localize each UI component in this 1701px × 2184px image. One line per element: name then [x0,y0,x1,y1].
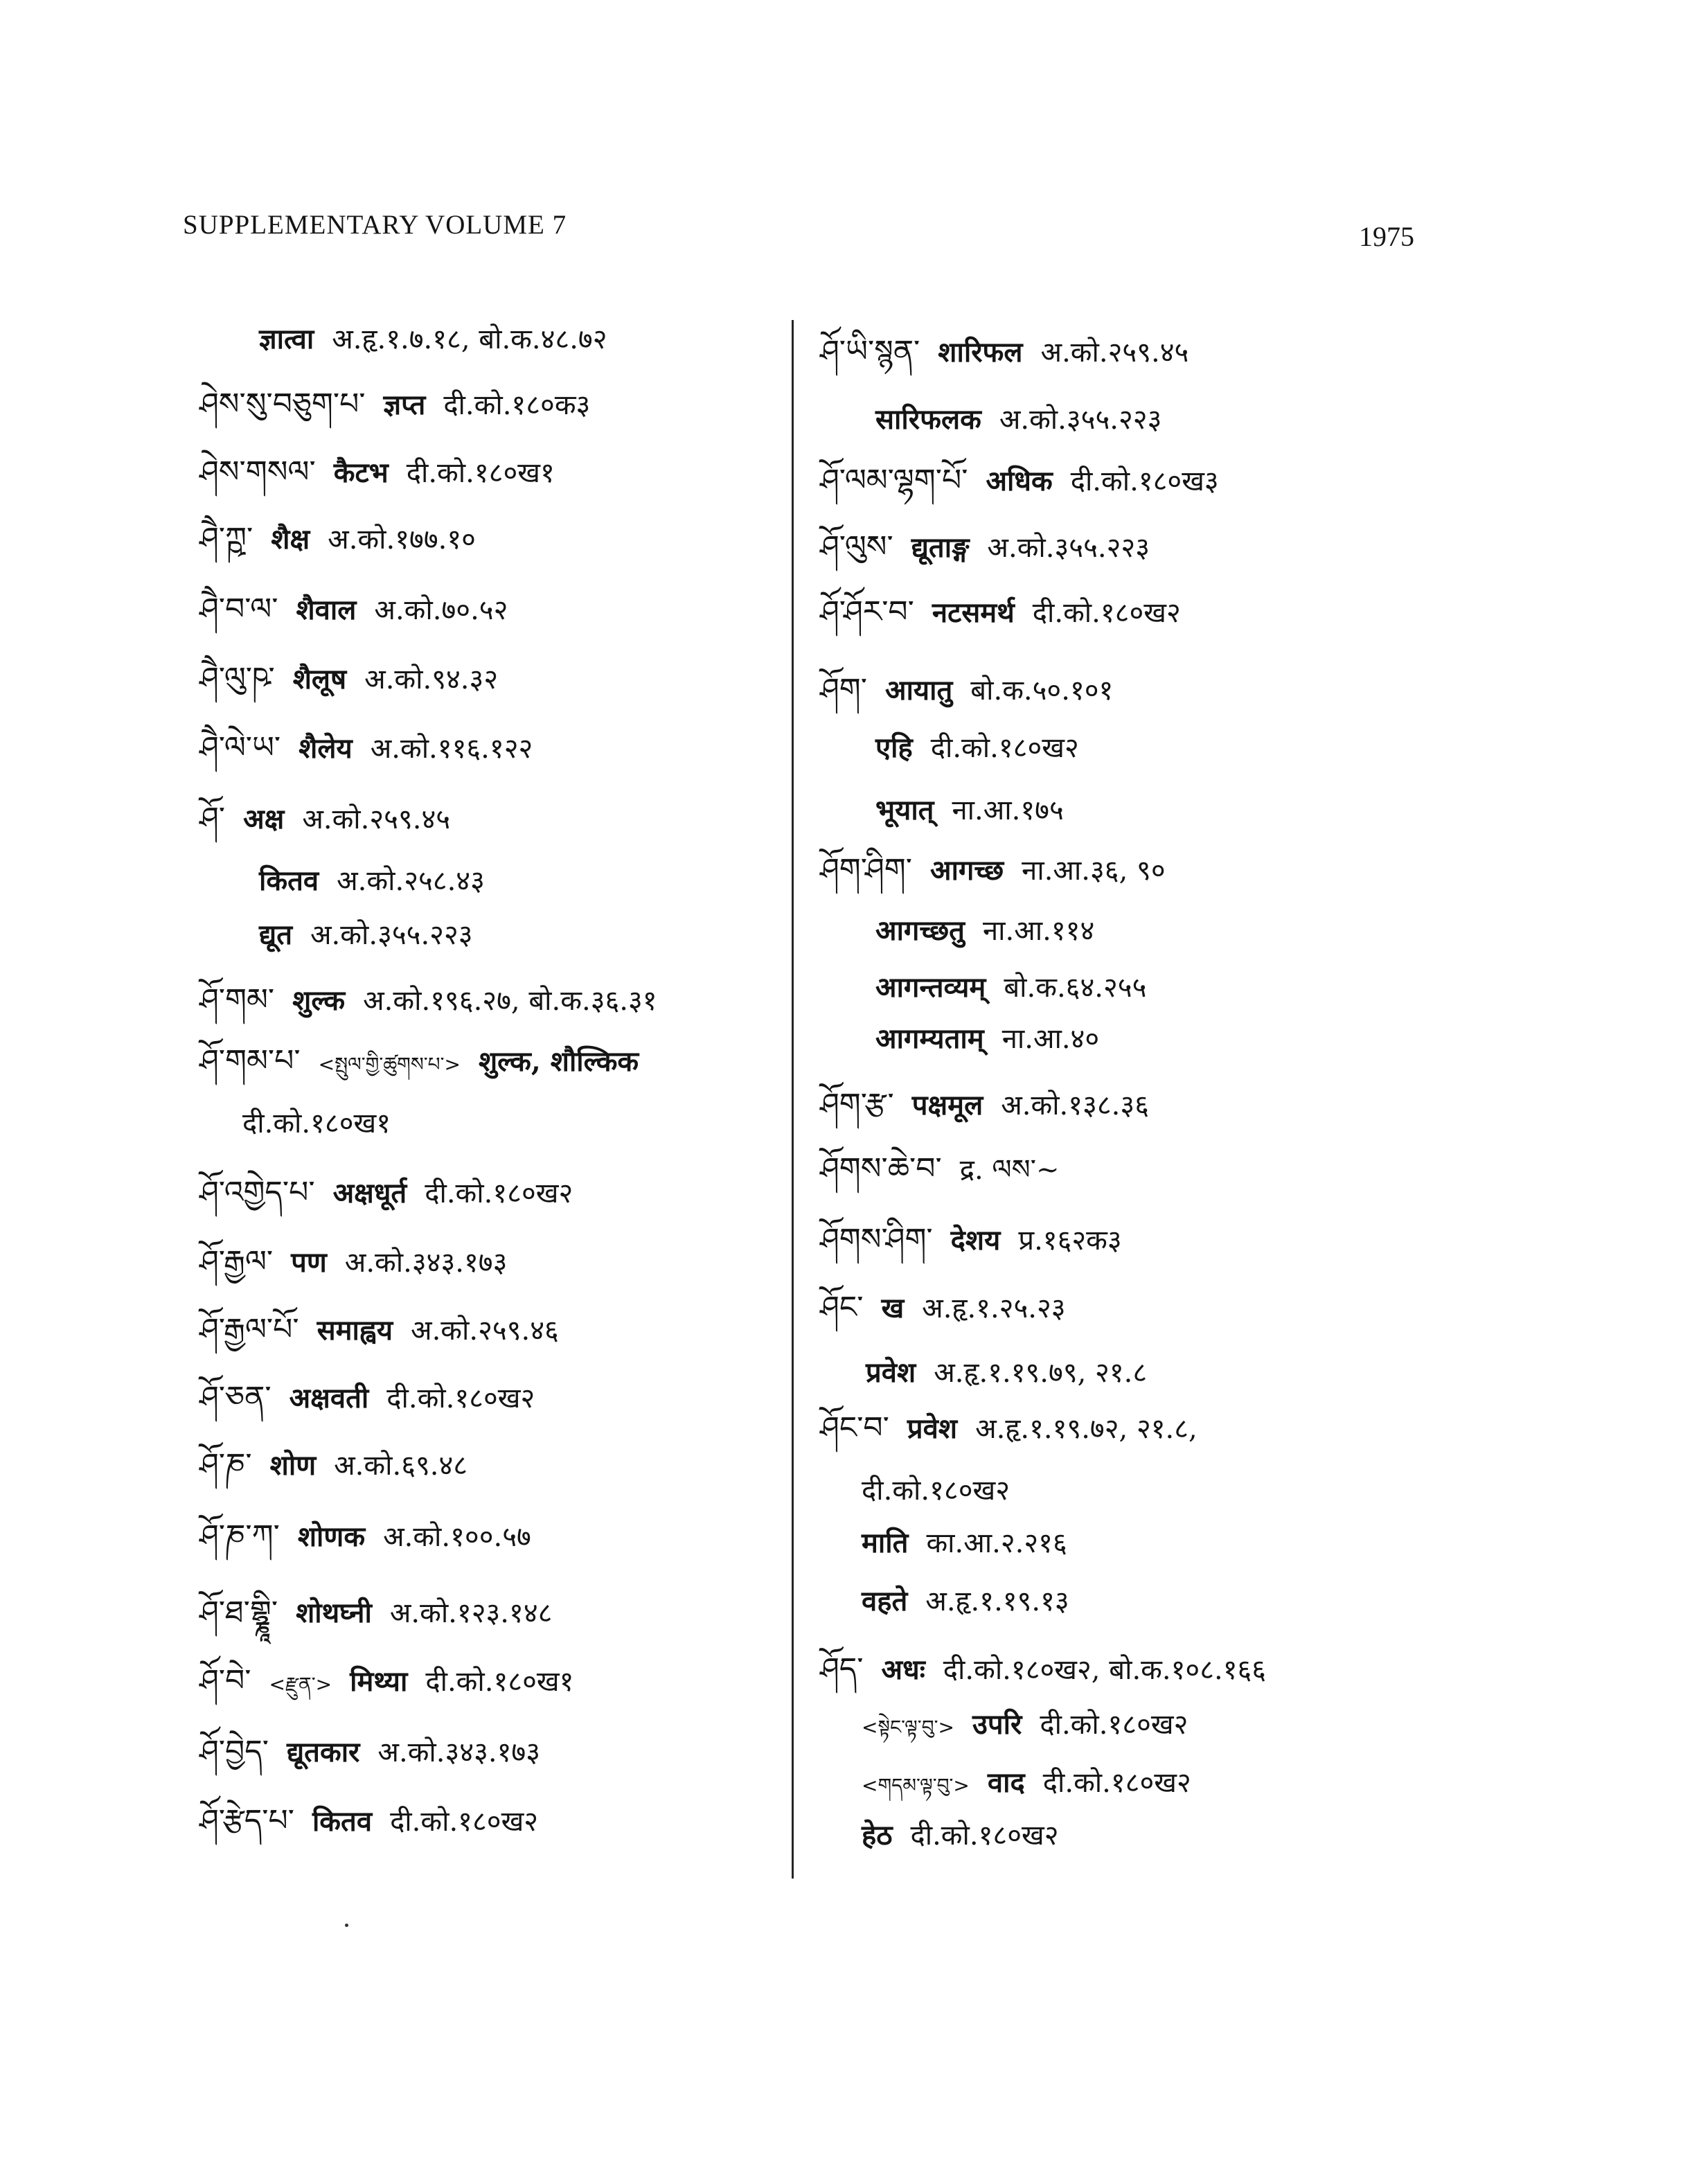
source-reference: अ.को.९४.३२ [364,664,499,695]
source-reference: ना.आ.३६, ९० [1022,855,1166,887]
tibetan-headword: ཤོ་རྒྱལ་ [199,1244,274,1279]
sanskrit-term: कितव [312,1805,373,1838]
source-reference: अ.को.२५९.४६ [411,1315,559,1347]
source-reference: दी.को.१८०ख१ [242,1108,391,1139]
dictionary-entry [820,1651,1267,1687]
tibetan-headword: ཤོ་རྒྱལ་པོ་ [199,1312,299,1347]
source-reference: दी.को.१८०ख२ [386,1383,535,1414]
tibetan-headword: ཤོ་འགྱེད་པ་ [199,1175,315,1210]
dictionary-entry [875,731,1079,764]
source-reference: दी.को.१८०ख१ [425,1666,574,1698]
dictionary-entry [862,1708,1188,1741]
gloss-note: <སྤུལ་གྱི་ཚུགས་པ་> [318,1053,461,1076]
dictionary-entry [259,864,485,897]
sanskrit-term: पक्षमूल [911,1089,983,1121]
tibetan-headword: ཤོ་ཎ་ཀ་ [199,1518,280,1554]
tibetan-headword: ཤཻ་ཀྵ་ [199,521,253,556]
sanskrit-term: शैलेय [299,732,353,765]
source-reference: अ.को.१००.५७ [383,1521,531,1553]
dictionary-entry [199,594,508,625]
source-reference: अ.को.२५९.४५ [1040,337,1189,369]
dictionary-entry [862,1475,1010,1507]
source-reference: प्र.१६२क३ [1018,1225,1122,1257]
sanskrit-term: अधः [881,1653,925,1686]
dictionary-entry [820,594,1181,630]
sanskrit-term: उपरि [972,1708,1022,1741]
dictionary-entry [199,982,657,1018]
sanskrit-term: द्यूतकार [286,1736,360,1768]
source-reference: दी.को.१८०ख२ [930,732,1079,764]
sanskrit-term: कितव [259,864,319,897]
tibetan-headword: ཤོ་ལམ་ལྷག་པོ་ [820,463,968,498]
dictionary-entry [199,1380,535,1415]
tibetan-headword: ཤཻ་ལུ་ཥ་ [199,661,275,696]
dictionary-entry [199,730,533,765]
dictionary-entry [259,323,607,355]
sanskrit-term: सारिफलक [875,403,981,436]
source-reference: अ.को.३५५.२२३ [999,404,1162,436]
dictionary-entry [199,1043,639,1078]
sanskrit-term: पण [291,1246,327,1279]
source-reference: अ.को.३५५.२२३ [310,919,473,951]
dictionary-entry [199,661,499,696]
tibetan-headword: ཤེས་གསལ་ [199,454,316,490]
page-number: 1975 [1359,221,1414,252]
source-reference: बो.क.५०.१०१ [970,675,1114,707]
sanskrit-term: मिथ्या [350,1665,408,1698]
source-reference: दी.को.१८०ख२ [1042,1767,1191,1799]
dictionary-entry [199,1447,468,1482]
source-reference: अ.हृ.१.२५.२३ [922,1293,1066,1324]
scan-speck [345,1924,348,1927]
tibetan-headword: ཤོག་རྩ་ [820,1087,894,1122]
source-reference: अ.को.७०.५२ [374,594,508,626]
sanskrit-term: भूयात् [875,794,934,826]
dictionary-entry [199,521,476,556]
dictionary-entry [875,971,1147,1004]
tibetan-headword: ཤོ་རྩེད་པ་ [199,1803,294,1838]
sanskrit-term: प्रवेश [907,1412,958,1445]
sanskrit-term: अक्षधूर्त [332,1177,407,1209]
source-reference: दी.को.१८०ख२, बो.क.१०८.१६६ [943,1654,1267,1686]
source-reference: का.आ.२.२१६ [926,1527,1067,1559]
tibetan-headword: ཤོགས་ཆེ་བ་ [820,1151,942,1187]
sanskrit-term: हेठ [862,1819,893,1852]
tibetan-headword: ཤོ་ལུས་ [820,529,893,565]
dictionary-entry [866,1356,1148,1389]
dictionary-entry [199,1518,531,1554]
dictionary-entry [820,529,1150,565]
sanskrit-term: कैटभ [333,456,389,489]
dictionary-entry [820,1290,1066,1325]
source-reference: अ.को.२५९.४५ [302,804,451,835]
dictionary-entry [875,794,1064,826]
dictionary-entry [199,801,451,836]
tibetan-headword: ཤོ་ཅན་ [199,1380,271,1415]
dictionary-entry [820,1087,1149,1122]
source-reference: अ.को.१७७.१० [328,524,476,556]
dictionary-entry [199,1597,552,1628]
tibetan-headword: ཤོ་གམ་པ་ [199,1043,301,1078]
sanskrit-term: माति [862,1527,909,1559]
sanskrit-term: शोण [269,1449,317,1482]
tibetan-headword: ཤོ་བེ་ [199,1663,251,1698]
source-reference: अ.को.३५५.२२३ [987,532,1150,564]
dictionary-entry [199,1734,541,1769]
dictionary-entry [820,1410,1197,1446]
sanskrit-term: शैक्ष [271,523,310,556]
sanskrit-term: शैलूष [292,663,347,695]
source-reference: दी.को.१८०ख२ [862,1475,1010,1507]
source-reference: दी.को.१८०ख२ [910,1820,1059,1852]
source-reference: अ.हृ.१.१९.७९, २१.८ [934,1357,1148,1389]
source-reference: अ.हृ.१.१९.७२, २१.८, [975,1413,1197,1445]
sanskrit-term: आयातु [885,674,953,707]
source-reference: दी.को.१८०ख२ [425,1178,573,1209]
source-reference: ना.आ.४० [1001,1023,1100,1055]
dictionary-entry [875,403,1162,436]
sanskrit-term: ख [881,1292,905,1324]
source-reference: अ.को.१३८.३६ [1001,1090,1149,1121]
source-reference: बो.क.६४.२५५ [1004,972,1147,1004]
tibetan-headword: ཤོ་ཎ་ [199,1447,252,1482]
sanskrit-term: एहि [875,731,913,764]
sanskrit-term: आगम्यताम् [875,1022,984,1055]
source-reference: ना.आ.१७५ [952,794,1064,826]
source-reference: अ.को.३४३.१७३ [377,1737,541,1768]
dictionary-entry [820,465,1219,496]
source-reference: अ.को.३४३.१७३ [344,1247,508,1279]
dictionary-entry [199,454,555,490]
sanskrit-term: द्यूत [259,918,292,951]
dictionary-entry [820,672,1114,707]
source-reference: दी.को.१८०क३ [443,389,591,421]
dictionary-entry [242,1110,391,1137]
source-reference: दी.को.१८०ख२ [1040,1709,1188,1741]
dictionary-entry [875,914,1095,947]
source-reference: दी.को.१८०ख२ [1032,597,1181,629]
dictionary-entry [820,852,1166,887]
tibetan-headword: ཤོ་བྱེད་ [199,1734,269,1769]
dictionary-entry [199,389,590,420]
sanskrit-term: ज्ञात्वा [259,323,314,355]
sanskrit-term: शुल्क, शौल्किक [478,1045,639,1078]
source-reference: दी.को.१८०ख१ [406,457,555,489]
tibetan-headword: ཤོ་ [199,801,226,836]
gloss-note: <གདམ་ལྟ་བུ་> [862,1774,970,1797]
sanskrit-term: शुल्क [292,984,346,1017]
gloss-note: <རྫུན་> [269,1673,332,1696]
dictionary-entry [820,334,1189,369]
source-reference: द्र. ལས་~ [959,1154,1060,1186]
sanskrit-term: आगच्छतु [875,914,965,947]
source-reference: दी.को.१८०ख३ [1070,465,1219,497]
tibetan-headword: ཤོ་གམ་ [199,982,275,1018]
dictionary-entry [199,1244,508,1279]
sanskrit-term: अक्षवती [289,1382,369,1414]
gloss-note: <སྟེང་ལྟ་བུ་> [862,1716,954,1739]
sanskrit-term: वहते [862,1585,908,1617]
tibetan-headword: ཤཻ་བ་ལ་ [199,592,278,627]
sanskrit-term: अक्ष [243,803,285,835]
sanskrit-term: अधिक [986,465,1053,497]
tibetan-headword: ཤོ་ཤོར་བ་ [820,594,914,630]
tibetan-headword: ཤོང་བ་ [820,1410,889,1446]
tibetan-headword: ཤོག་ [820,672,868,707]
sanskrit-term: नटसमर्थ [932,596,1015,629]
sanskrit-term: शोणक [297,1520,366,1553]
source-reference: अ.को.१९६.२७, बो.क.३६.३१ [363,985,657,1017]
tibetan-headword: ཤཻ་ལེ་ཡ་ [199,730,281,765]
column-divider [792,320,794,1879]
source-reference: अ.हृ.१.१९.१३ [925,1586,1069,1617]
sanskrit-term: प्रवेश [866,1356,916,1389]
tibetan-headword: ཤོག་ཤིག་ [820,852,912,887]
tibetan-headword: ཤོ་ཐ་གྷྣཱི་ [199,1595,278,1630]
dictionary-entry [862,1766,1191,1799]
tibetan-headword: ཤོད་ [820,1651,864,1687]
source-reference: अ.को.१२३.१४८ [389,1597,553,1629]
sanskrit-term: वाद [987,1766,1025,1799]
source-reference: ना.आ.११४ [982,915,1095,947]
sanskrit-term: समाह्वय [317,1314,393,1347]
running-header-title: SUPPLEMENTARY VOLUME 7 [183,210,567,240]
tibetan-headword: ཤོང་ [820,1290,864,1325]
dictionary-entry [820,1151,1060,1187]
sanskrit-term: शोथघ्नी [296,1597,372,1629]
source-reference: अ.को.११६.१२२ [370,733,533,765]
source-reference: दी.को.१८०ख२ [390,1806,539,1838]
dictionary-entry [199,1663,574,1698]
dictionary-entry [862,1819,1059,1852]
tibetan-headword: ཤོ་ཡི་སྙན་ [820,334,920,369]
sanskrit-term: शारिफल [938,336,1023,369]
dictionary-entry [875,1022,1100,1055]
source-reference: अ.हृ.१.७.१८, बो.क.४८.७२ [332,323,607,355]
dictionary-entry [199,1312,559,1347]
dictionary-entry [259,918,473,951]
sanskrit-term: आगन्तव्यम् [875,971,986,1004]
tibetan-headword: ཤེས་སུ་བཅུག་པ་ [199,387,366,422]
tibetan-headword: ཤོགས་ཤིག་ [820,1222,933,1257]
dictionary-entry [820,1222,1122,1257]
dictionary-entry [199,1803,539,1838]
dictionary-entry [199,1175,573,1210]
source-reference: अ.को.२५८.४३ [337,865,485,897]
source-reference: अ.को.६९.४८ [334,1450,468,1482]
sanskrit-term: द्यूताङ्ग [911,531,970,564]
dictionary-entry [862,1529,1067,1557]
sanskrit-term: शैवाल [296,594,357,626]
sanskrit-term: ज्ञप्त [383,389,426,421]
sanskrit-term: देशय [950,1224,1001,1257]
sanskrit-term: आगच्छ [929,854,1004,887]
dictionary-entry [862,1585,1069,1617]
